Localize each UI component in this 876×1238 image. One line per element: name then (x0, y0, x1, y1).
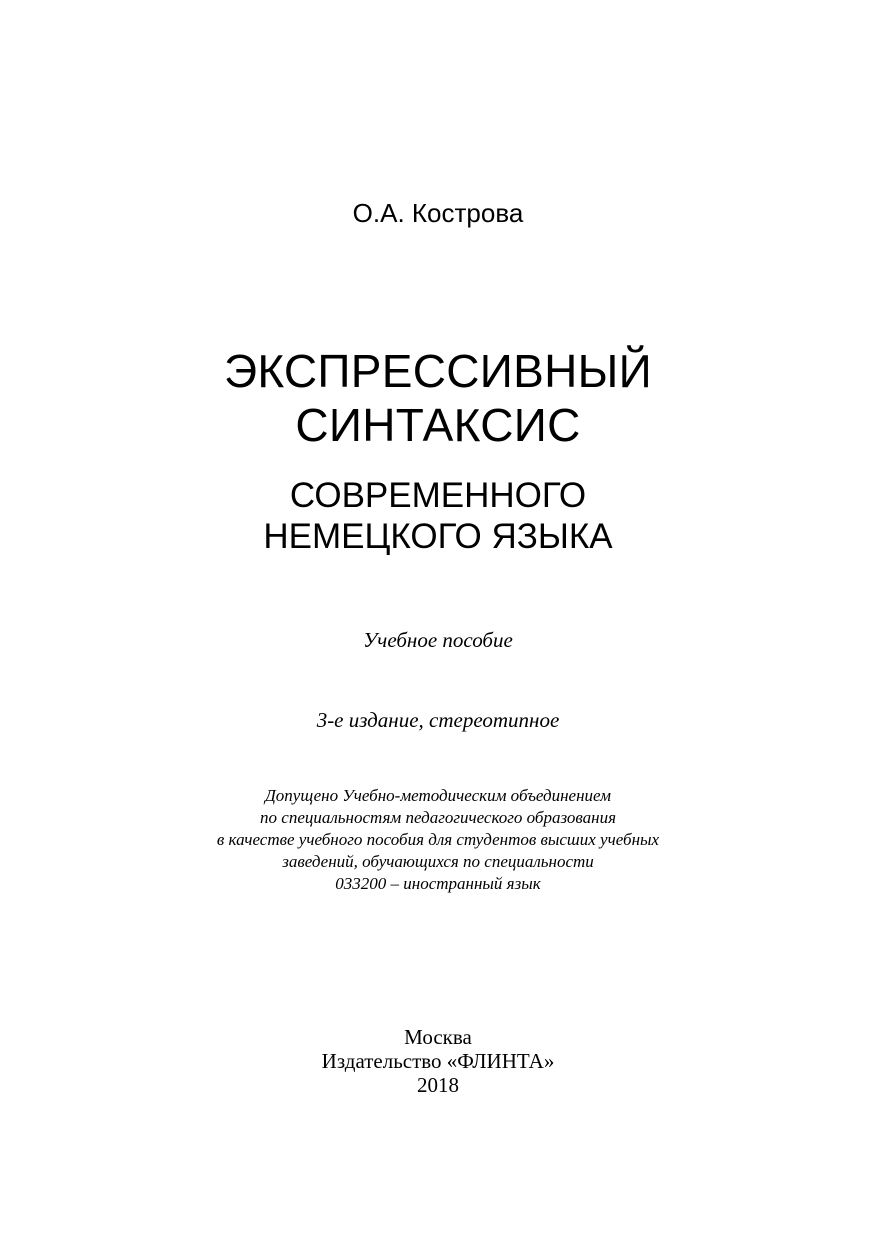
book-genre: Учебное пособие (363, 628, 513, 652)
title-line-1: ЭКСПРЕССИВНЫЙ (223, 345, 653, 397)
approval-line-5: 033200 – иностранный язык (335, 874, 541, 893)
imprint-city: Москва (404, 1025, 472, 1049)
title-line-2: СИНТАКСИС (295, 399, 581, 451)
publisher-imprint (0, 1025, 876, 1097)
subtitle-line-1: СОВРЕМЕННОГО (289, 476, 587, 515)
approval-line-1: Допущено Учебно-методическим объединением (264, 786, 612, 805)
approval-line-4: заведений, обучающихся по специальности (282, 852, 594, 871)
approval-line-2: по специальностям педагогического образования (260, 808, 616, 827)
subtitle-line-2: НЕМЕЦКОГО ЯЗЫКА (263, 517, 613, 556)
imprint-publisher: Издательство «ФЛИНТА» (321, 1049, 555, 1073)
book-title-main (0, 344, 876, 452)
approval-line-3: в качестве учебного пособия для студентов высших учебных (216, 830, 660, 849)
author-name: О.А. Кострова (352, 198, 524, 228)
imprint-year: 2018 (417, 1073, 459, 1097)
edition-note: 3-е издание, стереотипное (316, 708, 560, 732)
approval-statement (0, 785, 876, 895)
book-title-sub (0, 475, 876, 557)
